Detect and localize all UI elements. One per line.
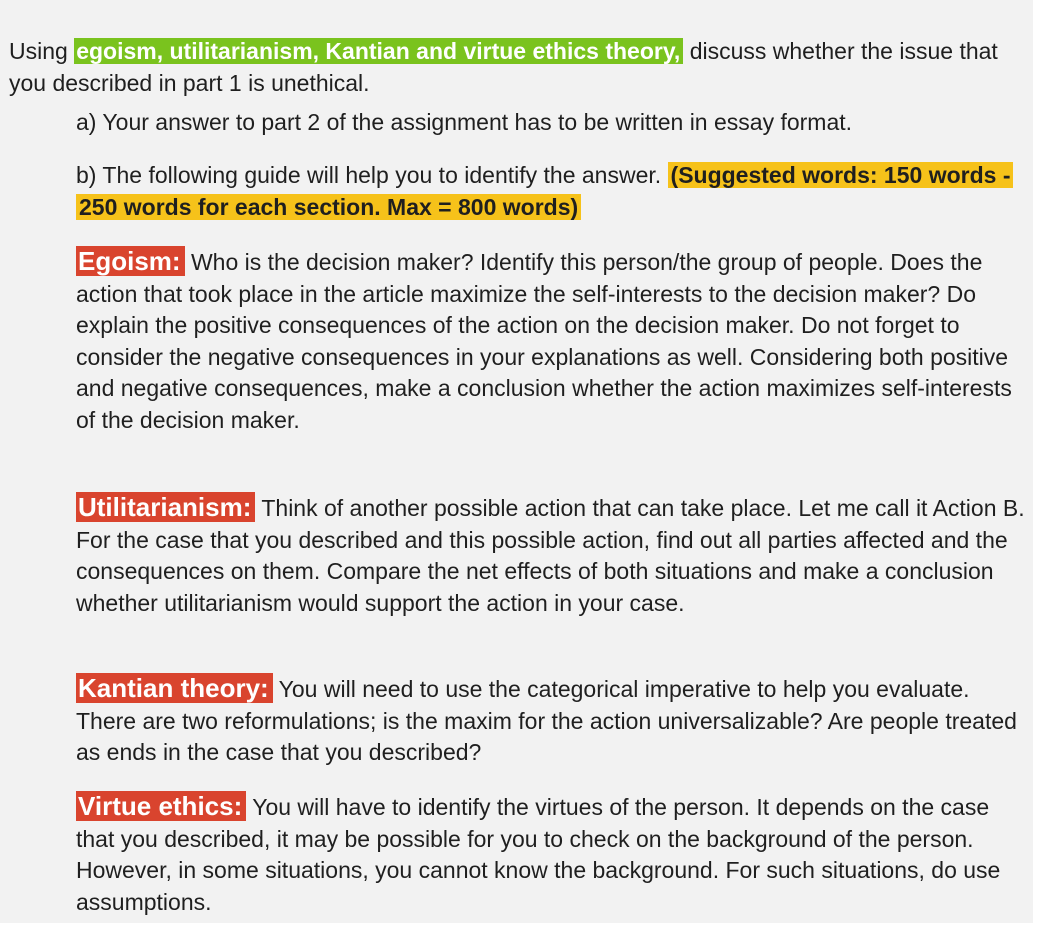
egoism-section <box>76 246 1026 436</box>
intro-prefix: Using <box>9 38 75 64</box>
kantian-section <box>76 673 1026 769</box>
theories-highlight: egoism, utilitarianism, Kantian and virtue ethics theory, <box>74 38 683 64</box>
utilitarianism-section <box>76 492 1026 619</box>
item-a-text: a) Your answer to part 2 of the assignment has to be written in essay format. <box>76 109 853 135</box>
intro-paragraph <box>9 35 1024 99</box>
virtue-ethics-body: You will have to identify the virtues of the person. It depends on the case that you described, it may be possible for you to check on the background of the person. However, in some situations, you cannot know the background. For such situations, do use assumptions. <box>76 794 1001 915</box>
egoism-body: Who is the decision maker? Identify this person/the group of people. Does the action that took place in the article maximize the self-interests to the decision maker? Do explain the positive consequences of the action on the decision maker. Do not forget to consider the negative consequences in your explanations as well. Considering both positive and negative consequences, make a conclusion whether the action maximizes self-interests of the decision maker. <box>76 249 1012 433</box>
utilitarianism-body: Think of another possible action that can take place. Let me call it Action B. For the case that you described and this possible action, find out all parties affected and the consequences on them. Compare the net effects of both situations and make a conclusion whether utilitarianism would support the action in your case. <box>76 495 1025 616</box>
kantian-body: You will need to use the categorical imperative to help you evaluate. There are two reformulations; is the maxim for the action universalizable? Are people treated as ends in the case that you described? <box>76 676 1017 765</box>
item-b-text: b) The following guide will help you to identify the answer. <box>76 162 668 188</box>
virtue-ethics-heading: Virtue ethics: <box>76 791 246 821</box>
item-b-paragraph <box>76 160 1026 223</box>
intro-suffix: discuss whether the issue that you described in part 1 is unethical. <box>9 38 998 96</box>
utilitarianism-heading: Utilitarianism: <box>76 492 255 522</box>
virtue-ethics-section <box>76 791 1026 918</box>
kantian-heading: Kantian theory: <box>76 673 273 703</box>
word-limit-highlight: (Suggested words: 150 words - 250 words for each section. Max = 800 words) <box>76 162 1013 220</box>
item-a-paragraph <box>76 107 1026 139</box>
egoism-heading: Egoism: <box>76 246 185 276</box>
